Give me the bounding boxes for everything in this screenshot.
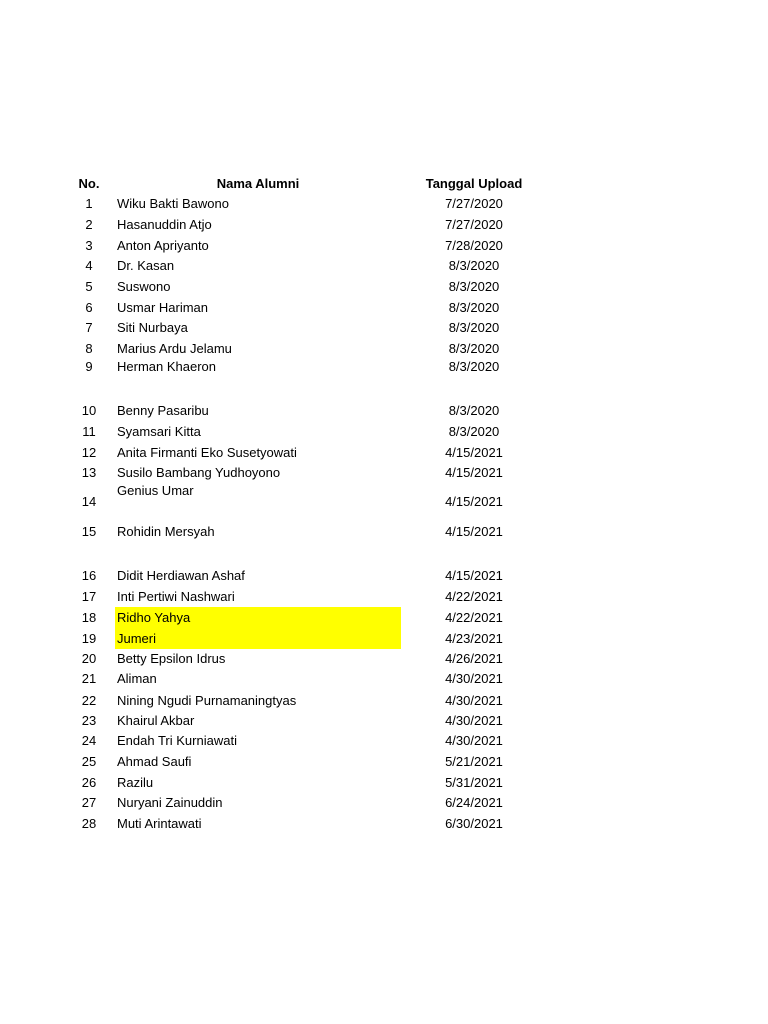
row-date: 4/26/2021: [445, 651, 503, 666]
row-date: 7/27/2020: [445, 196, 503, 211]
row-number: 6: [85, 300, 93, 315]
row-number: 17: [81, 589, 97, 604]
row-name: Suswono: [117, 279, 171, 294]
row-name: Wiku Bakti Bawono: [117, 196, 229, 211]
row-name: Nuryani Zainuddin: [117, 795, 223, 810]
row-name: Ahmad Saufi: [117, 754, 192, 769]
row-date: 7/28/2020: [445, 238, 503, 253]
row-date: 8/3/2020: [448, 359, 500, 374]
row-name: Betty Epsilon Idrus: [117, 651, 226, 666]
row-date: 4/15/2021: [445, 568, 503, 583]
row-name: Anita Firmanti Eko Susetyowati: [117, 445, 297, 460]
row-date: 4/15/2021: [445, 465, 503, 480]
row-name: Nining Ngudi Purnamaningtyas: [117, 693, 297, 708]
row-name: Anton Apriyanto: [117, 238, 209, 253]
row-number: 5: [85, 279, 93, 294]
row-number: 4: [85, 258, 93, 273]
row-number: 7: [85, 320, 93, 335]
row-number: 18: [81, 610, 97, 625]
row-number: 10: [81, 403, 97, 418]
row-number: 20: [81, 651, 97, 666]
row-date: 8/3/2020: [448, 341, 500, 356]
row-date: 4/15/2021: [445, 445, 503, 460]
row-number: 28: [81, 816, 97, 831]
row-name: Susilo Bambang Yudhoyono: [117, 465, 281, 480]
row-number: 21: [81, 671, 97, 686]
row-number: 12: [81, 445, 97, 460]
row-date: 6/24/2021: [445, 795, 503, 810]
row-name: Marius Ardu Jelamu: [117, 341, 232, 356]
row-date: 5/21/2021: [445, 754, 503, 769]
row-date: 7/27/2020: [445, 217, 503, 232]
row-date: 4/22/2021: [445, 589, 503, 604]
row-name: Usmar Hariman: [117, 300, 209, 315]
row-date: 6/30/2021: [445, 816, 503, 831]
row-number: 27: [81, 795, 97, 810]
row-number: 25: [81, 754, 97, 769]
row-name: Endah Tri Kurniawati: [117, 733, 237, 748]
row-number: 1: [85, 196, 93, 211]
row-date: 4/30/2021: [445, 713, 503, 728]
row-name: Inti Pertiwi Nashwari: [117, 589, 235, 604]
row-name: Dr. Kasan: [117, 258, 175, 273]
row-date: 8/3/2020: [448, 320, 500, 335]
row-number: 15: [81, 524, 97, 539]
row-name: Herman Khaeron: [117, 359, 216, 374]
row-number: 26: [81, 775, 97, 790]
row-date: 8/3/2020: [448, 403, 500, 418]
row-name: Ridho Yahya: [117, 610, 191, 625]
row-date: 4/15/2021: [445, 494, 503, 509]
row-name: Hasanuddin Atjo: [117, 217, 212, 232]
row-name: Razilu: [117, 775, 154, 790]
row-name: Benny Pasaribu: [117, 403, 209, 418]
row-number: 13: [81, 465, 97, 480]
row-number: 2: [85, 217, 93, 232]
row-name: Muti Arintawati: [117, 816, 202, 831]
row-number: 23: [81, 713, 97, 728]
row-date: 4/30/2021: [445, 693, 503, 708]
row-number: 9: [85, 359, 93, 374]
row-number: 24: [81, 733, 97, 748]
header-date: Tanggal Upload: [425, 176, 523, 191]
row-date: 4/30/2021: [445, 671, 503, 686]
row-name: Syamsari Kitta: [117, 424, 201, 439]
row-date: 4/15/2021: [445, 524, 503, 539]
row-name: Jumeri: [117, 631, 157, 646]
row-date: 4/22/2021: [445, 610, 503, 625]
row-name: Genius Umar: [117, 483, 194, 498]
row-number: 16: [81, 568, 97, 583]
row-date: 5/31/2021: [445, 775, 503, 790]
row-number: 11: [82, 424, 96, 439]
row-date: 4/23/2021: [445, 631, 503, 646]
row-number: 19: [81, 631, 97, 646]
row-name: Rohidin Mersyah: [117, 524, 215, 539]
row-number: 8: [85, 341, 93, 356]
header-no: No.: [78, 176, 100, 191]
row-name: Khairul Akbar: [117, 713, 195, 728]
row-date: 8/3/2020: [448, 300, 500, 315]
row-number: 14: [81, 494, 97, 509]
row-number: 22: [81, 693, 97, 708]
header-name: Nama Alumni: [216, 176, 300, 191]
row-date: 8/3/2020: [448, 279, 500, 294]
row-name: Siti Nurbaya: [117, 320, 188, 335]
row-name: Didit Herdiawan Ashaf: [117, 568, 245, 583]
row-date: 8/3/2020: [448, 258, 500, 273]
row-date: 4/30/2021: [445, 733, 503, 748]
row-date: 8/3/2020: [448, 424, 500, 439]
row-name: Aliman: [117, 671, 157, 686]
row-number: 3: [85, 238, 93, 253]
